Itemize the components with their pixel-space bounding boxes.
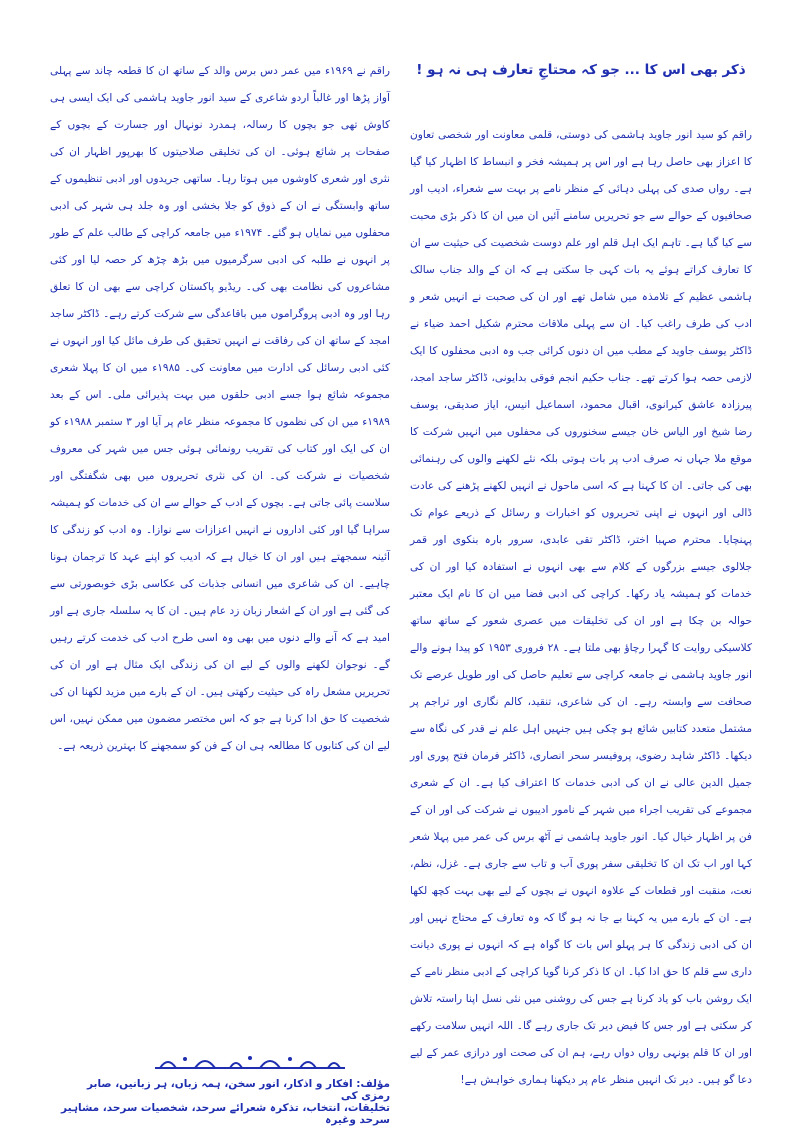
left-column	[50, 58, 390, 760]
author-works-line-1: مؤلف: افکار و اذکار، انور سخن، ہمہ زباں، ہر زبانیں، صابر رمزی کی	[86, 1078, 390, 1102]
decorative-divider-icon	[150, 1050, 350, 1074]
right-column	[410, 52, 752, 1094]
left-column-text: راقم نے ۱۹۶۹ء میں عمر دس برس والد کے ساتھ ان کا قطعہ چاند سے پہلی آواز پڑھا اور غالباً اردو شاعری کے سید انور جاوید ہاشمی کی ایک ایسی ہی کاوش تھی جو بچوں کا رسالہ، ہمدرد نونہال اور جسارت کے بچوں کے صفحات پر شائع ہوئی۔ ان کی تخلیقی صلاحیتوں کا بھرپور اظہار ان کی نثری اور شعری کاوشوں میں ہوتا رہا۔ ساتھی جریدوں اور ادبی تنظیموں کے ساتھ وابستگی نے ان کے ذوق کو جلا بخشی اور وہ جلد ہی شہر کی ادبی محفلوں میں نمایاں ہو گئے۔ ۱۹۷۴ء میں جامعہ کراچی کے طالب علم کے طور پر انہوں نے طلبہ کی ادبی سرگرمیوں میں بڑھ چڑھ کر حصہ لیا اور کئی مشاعروں کی نظامت بھی کی۔ ریڈیو پاکستان کراچی سے بھی ان کا تعلق رہا اور وہ ادبی پروگراموں میں باقاعدگی سے شرکت کرتے رہے۔ ڈاکٹر ساجد امجد کے ساتھ ان کی رفاقت نے انہیں تحقیق کی طرف مائل کیا اور انہوں نے کئی ادبی رسائل کی ادارت میں معاونت کی۔ ۱۹۸۵ء میں ان کا پہلا شعری مجموعہ شائع ہوا جسے ادبی حلقوں میں بہت پذیرائی ملی۔ اس کے بعد ۱۹۸۹ء میں ان کی نظموں کا مجموعہ منظر عام پر آیا اور ۳ ستمبر ۱۹۸۸ء کو ان کی ایک اور کتاب کی تقریب رونمائی ہوئی جس میں شہر کی معروف شخصیات نے شرکت کی۔ ان کی نثری تحریروں میں بھی شگفتگی اور سلاست پائی جاتی ہے۔ بچوں کے ادب کے حوالے سے ان کی خدمات کو ہمیشہ سراہا گیا اور کئی اداروں نے انہیں اعزازات سے نوازا۔ وہ ادب کو زندگی کا آئینہ سمجھتے ہیں اور ان کا خیال ہے کہ ادیب کو اپنے عہد کا ترجمان ہونا چاہیے۔ ان کی شاعری میں انسانی جذبات کی عکاسی بڑی خوبصورتی سے کی گئی ہے اور ان کے اشعار زبان زد عام ہیں۔ ان کا یہ سلسلہ جاری ہے اور امید ہے کہ آنے والے دنوں میں بھی وہ اسی طرح ادب کی خدمت کرتے رہیں گے۔ نوجوان لکھنے والوں کے لیے ان کی زندگی ایک مثال ہے اور ان کی تحریریں مشعل راہ کی حیثیت رکھتی ہیں۔ ان کے بارے میں مزید لکھنا ان کی شخصیت کا حق ادا کرنا ہے جو کہ اس مختصر مضمون میں ممکن نہیں، اس لیے ان کی کتابوں کا مطالعہ ہی ان کے فن کو سمجھنے کا بہترین ذریعہ ہے۔	[50, 65, 390, 752]
author-works-line-2: تخلیقات، انتخاب، تذکرہ شعرائے سرحد، شخصیات سرحد، مشاہیر سرحد وغیرہ	[61, 1102, 390, 1126]
right-column-text: راقم کو سید انور جاوید ہاشمی کی دوستی، قلمی معاونت اور شخصی تعاون کا اعزاز بھی حاصل رہا ہے اور اس پر ہمیشہ فخر و انبساط کا اظہار کیا گیا ہے۔ رواں صدی کی پہلی دہائی کے منظر نامے پر بہت سے شعراء، ادیب اور صحافیوں کے حوالے سے جو تحریریں سامنے آئیں ان میں ان کا ذکر بڑی محبت سے کیا گیا ہے۔ تاہم ایک اہل قلم اور علم دوست شخصیت کی حیثیت سے ان کا تعارف کراتے ہوئے یہ بات کہی جا سکتی ہے کہ ان کے والد جناب سالک ہاشمی عظیم کے تلامذہ میں شامل تھے اور ان کی صحبت نے انہیں شعر و ادب کی طرف راغب کیا۔ ان سے پہلی ملاقات محترم شکیل احمد ضیاء نے ڈاکٹر یوسف جاوید کے مطب میں ان دنوں کرائی جب وہ ادبی محفلوں کا ایک لازمی حصہ ہوا کرتے تھے۔ جناب حکیم انجم فوقی بدایونی، ڈاکٹر ساجد امجد، پیرزادہ عاشق کیرانوی، اقبال محمود، اسماعیل انیس، ایاز صدیقی، یوسف رضا شیخ اور الیاس خان جیسے سخنوروں کی محفلوں میں انہیں شرکت کا موقع ملا جہاں نہ صرف ادب پر بات ہوتی بلکہ نئے لکھنے والوں کی رہنمائی بھی کی جاتی۔ ان کا کہنا ہے کہ اسی ماحول نے انہیں لکھنے پڑھنے کی عادت ڈالی اور انہوں نے اپنی تحریروں کو اخبارات و رسائل کے ذریعے عوام تک پہنچایا۔ محترم صہبا اختر، ڈاکٹر تقی عابدی، سرور بارہ بنکوی اور قمر جلالوی جیسے بزرگوں کے کلام سے بھی انہوں نے استفادہ کیا اور ان کی خدمات کو ہمیشہ یاد رکھا۔ کراچی کی ادبی فضا میں ان کا نام ایک معتبر حوالہ بن چکا ہے اور ان کی تخلیقات میں عصری شعور کے ساتھ ساتھ کلاسیکی روایت کا گہرا رچاؤ بھی ملتا ہے۔ ۲۸ فروری ۱۹۵۳ کو پیدا ہونے والے انور جاوید ہاشمی نے جامعہ کراچی سے تعلیم حاصل کی اور طویل عرصے تک صحافت سے وابستہ رہے۔ ان کی شاعری، تنقید، کالم نگاری اور تراجم پر مشتمل متعدد کتابیں شائع ہو چکی ہیں جنہیں اہل علم نے قدر کی نگاہ سے دیکھا۔ ڈاکٹر شاہد رضوی، پروفیسر سحر انصاری، ڈاکٹر فرمان فتح پوری اور جمیل الدین عالی نے ان کی ادبی خدمات کا اعتراف کیا ہے۔ ان کے شعری مجموعے کی تقریب اجراء میں شہر کے نامور ادیبوں نے شرکت کی اور ان کے فن پر اظہار خیال کیا۔ انور جاوید ہاشمی نے آٹھ برس کی عمر میں پہلا شعر کہا اور اب تک ان کا تخلیقی سفر پوری آب و تاب سے جاری ہے۔ غزل، نظم، نعت، منقبت اور قطعات کے علاوہ انہوں نے بچوں کے لیے بھی بہت کچھ لکھا ہے۔ ان کے بارے میں یہ کہنا بے جا نہ ہو گا کہ وہ تعارف کے محتاج نہیں اور ان کی ادبی زندگی کا ہر پہلو اس بات کا گواہ ہے کہ انہوں نے پوری دیانت داری سے قلم کا حق ادا کیا۔ ان کا ذکر کرنا گویا کراچی کے ادبی منظر نامے کے ایک روشن باب کو یاد کرنا ہے جس کی روشنی میں نئی نسل اپنا راستہ تلاش کر سکتی ہے اور جس کا فیض دیر تک جاری رہے گا۔ اللہ انہیں سلامت رکھے اور ان کا قلم یونہی رواں دواں رہے، ہم ان کی صحت اور درازی عمر کے لیے دعا گو ہیں۔ دیر تک انہیں منظر عام پر دیکھنا ہماری خواہش ہے!	[410, 129, 753, 1086]
article-heading: ذکر بھی اس کا ... جو کہ محتاجِ تعارف ہی نہ ہو !	[416, 62, 746, 78]
